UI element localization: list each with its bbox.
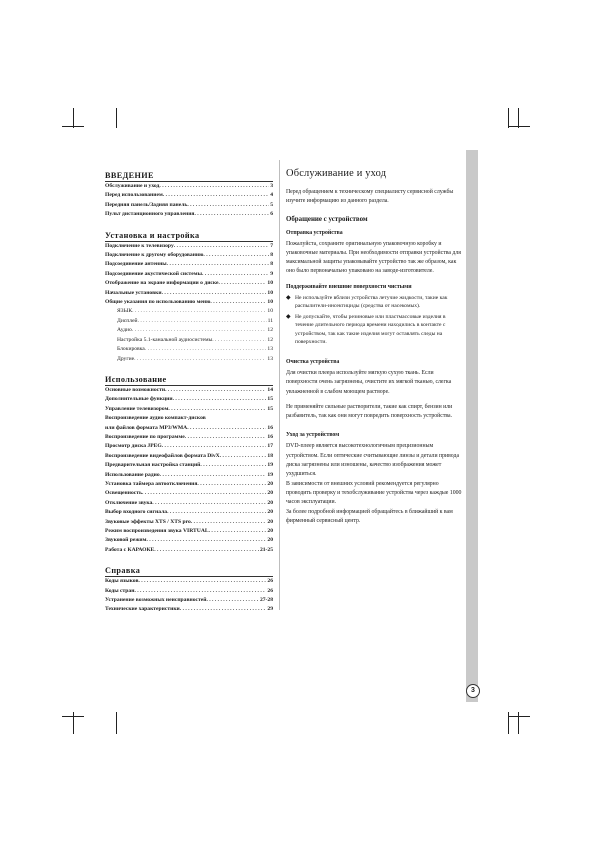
crop-mark-top-right-h	[508, 126, 530, 127]
toc-entry-label: Звуковой режим	[105, 537, 147, 544]
toc-entry-page: 20	[267, 518, 273, 525]
toc-entry[interactable]	[105, 480, 273, 489]
toc-entry-label: Дисплей	[117, 317, 138, 324]
toc-section	[105, 170, 273, 220]
toc-leader-dots	[187, 424, 266, 433]
toc-leader-dots	[202, 270, 269, 279]
toc-entry[interactable]	[105, 405, 273, 414]
toc-entry-page: 6	[270, 211, 273, 218]
toc-entry[interactable]	[105, 414, 273, 423]
toc-entry-page: 10	[267, 308, 273, 315]
toc-section	[105, 565, 273, 615]
toc-entry[interactable]	[105, 424, 273, 433]
toc-entry[interactable]	[105, 452, 273, 461]
toc-entry[interactable]	[105, 298, 273, 307]
toc-entry-label: Коды стран	[105, 587, 135, 594]
toc-section-title: Использование	[105, 374, 273, 386]
page-title: Обслуживание и уход	[286, 168, 387, 179]
toc-entry[interactable]	[105, 355, 273, 364]
toc-entry-page: 20	[267, 499, 273, 506]
toc-entry[interactable]	[105, 461, 273, 470]
toc-entry-page: 7	[270, 242, 273, 249]
toc-entry-label: Воспроизведение аудио компакт-дисков	[105, 415, 206, 422]
toc-entry[interactable]	[105, 317, 273, 326]
toc-entry-page: 26	[267, 587, 273, 594]
toc-entry-page: 21-25	[259, 546, 273, 553]
toc-entry-label: Пульт дистанционного управления	[105, 211, 195, 218]
toc-leader-dots	[165, 386, 266, 395]
toc-entry-page: 8	[270, 252, 273, 259]
table-of-contents	[105, 170, 273, 625]
toc-entry-label: Установка таймера автоотключения	[105, 480, 198, 487]
toc-entry[interactable]	[105, 242, 273, 251]
crop-mark-bottom-right-h	[508, 716, 530, 717]
toc-leader-dots	[187, 201, 269, 210]
toc-entry-label: Передняя панель/Задняя панель	[105, 201, 188, 208]
crop-mark-bottom-right2	[508, 712, 509, 734]
toc-entry-label: Другие	[117, 355, 135, 362]
toc-entry-page: 10	[267, 280, 273, 287]
toc-entry-page: 4	[270, 192, 273, 199]
toc-entry-page: 20	[267, 509, 273, 516]
toc-entry-label: Работа с КАРАОКЕ	[105, 546, 155, 553]
toc-entry-page: 18	[267, 452, 273, 459]
bullet-icon: ◆	[286, 294, 291, 301]
toc-entry-label: Технические характеристики	[105, 606, 180, 613]
toc-entry-label: Дополнительные функции	[105, 396, 173, 403]
toc-leader-dots	[163, 191, 269, 200]
toc-leader-dots	[138, 317, 267, 326]
toc-entry[interactable]	[105, 326, 273, 335]
toc-entry-label: Перед использованием	[105, 192, 163, 199]
toc-leader-dots	[218, 279, 266, 288]
toc-entry-page: 29	[267, 606, 273, 613]
toc-leader-dots	[167, 260, 270, 269]
toc-entry[interactable]	[105, 251, 273, 260]
crop-mark-top-left-h	[62, 126, 84, 127]
bullet-item	[286, 313, 462, 346]
toc-entry-label: Коды языков	[105, 578, 139, 585]
toc-entry[interactable]	[105, 182, 273, 191]
toc-entry[interactable]	[105, 307, 273, 316]
toc-section-title: ВВЕДЕНИЕ	[105, 170, 273, 182]
toc-entry[interactable]	[105, 210, 273, 219]
toc-leader-dots	[220, 452, 267, 461]
crop-mark-top-right2	[508, 108, 509, 128]
bullet-text: Не используйте вблизи устройства летучие жидкости, такие как распылители-инсектициды (средства от насекомых).	[295, 294, 448, 309]
toc-leader-dots	[167, 508, 266, 517]
toc-entry-label: Начальные установки	[105, 289, 162, 296]
toc-leader-dots	[197, 480, 266, 489]
toc-entry-page: 20	[267, 480, 273, 487]
toc-leader-dots	[162, 442, 267, 451]
toc-entry[interactable]	[105, 489, 273, 498]
handling-heading: Обращение с устройством	[286, 215, 368, 223]
toc-entry-page: 9	[270, 270, 273, 277]
side-tab-band	[466, 150, 478, 702]
toc-leader-dots	[142, 489, 266, 498]
toc-entry-page: 15	[267, 396, 273, 403]
toc-leader-dots	[160, 471, 267, 480]
care-paragraph-2: В зависимости от внешних условий рекомендуется регулярно проводить проверку и техобслуживание устройства через каждые 1000 часов эксплуатации.	[286, 480, 462, 506]
toc-entry-page: 19	[267, 471, 273, 478]
toc-entry-page: 14	[267, 386, 273, 393]
toc-entry-label: Отображение на экране информации о диске	[105, 280, 219, 287]
toc-leader-dots	[209, 527, 267, 536]
toc-leader-dots	[132, 326, 267, 335]
toc-entry[interactable]	[105, 536, 273, 545]
toc-entry-page: 5	[270, 201, 273, 208]
toc-entry-label: Режим воспроизведения звука VIRTUAL	[105, 528, 209, 534]
page-number: 3	[466, 684, 480, 698]
toc-entry[interactable]	[105, 201, 273, 210]
crop-mark-top-center	[116, 108, 117, 128]
toc-leader-dots	[132, 307, 266, 316]
bullet-item	[286, 294, 462, 310]
toc-leader-dots	[206, 596, 258, 605]
toc-entry[interactable]	[105, 433, 273, 442]
toc-leader-dots	[174, 242, 269, 251]
toc-leader-dots	[191, 518, 267, 527]
toc-leader-dots	[145, 345, 267, 354]
care-paragraph-1: DVD-плеер является высокотехнологичным прецизионным устройством. Если оптические считывающие линзы и детали привода диска загрязнены или изношены, качество изображения может ухудшиться.	[286, 443, 460, 478]
bullet-text: Не допускайте, чтобы резиновые или пластмассовые изделия в течение длительного периода времени находились в контакте с устройством, так как такие изделия могут оставлять следы на поверхности.	[295, 314, 446, 345]
toc-entry-label: Воспроизведение по программе	[105, 433, 185, 440]
toc-entry-page: 20	[267, 528, 273, 534]
main-column	[286, 168, 462, 532]
toc-entry-page: 12	[267, 336, 273, 343]
toc-leader-dots	[162, 289, 267, 298]
toc-section-title: Справка	[105, 565, 273, 577]
toc-entry-label: Подключение к другому оборудованию	[105, 252, 204, 259]
toc-entry[interactable]	[105, 471, 273, 480]
toc-entry-page: 13	[267, 355, 273, 362]
toc-entry-label: ЯЗЫК	[117, 308, 133, 315]
toc-leader-dots	[146, 536, 266, 545]
toc-entry-page: 19	[267, 462, 273, 469]
transport-heading: Отправка устройства	[286, 229, 343, 236]
crop-mark-bottom-left-h	[62, 716, 84, 717]
toc-leader-dots	[138, 577, 266, 586]
toc-entry-page: 3	[270, 183, 273, 189]
toc-entry-label: Использование радио	[105, 471, 160, 478]
toc-section	[105, 374, 273, 555]
toc-entry-label: Выбор входного сигнала	[105, 509, 168, 516]
toc-entry[interactable]	[105, 289, 273, 298]
toc-leader-dots	[173, 395, 267, 404]
toc-entry-page: 26	[267, 578, 273, 585]
toc-entry[interactable]	[105, 270, 273, 279]
cleaning-heading: Очистка устройства	[286, 359, 340, 365]
toc-entry-page: 20	[267, 490, 273, 497]
toc-leader-dots	[168, 405, 266, 414]
toc-entry-label: Основные возможности	[105, 386, 166, 393]
toc-entry[interactable]	[105, 587, 273, 596]
bullet-icon: ◆	[286, 314, 291, 321]
toc-entry[interactable]	[105, 386, 273, 395]
toc-entry-label: Отключение звука	[105, 499, 153, 506]
cleaning-paragraph-1: Для очистки плеера используйте мягкую сухую ткань. Если поверхности очень загрязнены, очистите их мягкой тканью, слегка увлажненной в слабом моющем растворе.	[286, 370, 452, 395]
toc-entry-page: 10	[267, 289, 273, 296]
toc-entry[interactable]	[105, 527, 273, 536]
toc-entry-label: Подсоединение акустической системы	[105, 270, 202, 277]
toc-entry[interactable]	[105, 395, 273, 404]
toc-entry[interactable]	[105, 345, 273, 354]
toc-entry[interactable]	[105, 499, 273, 508]
toc-entry-label: Блокировка	[117, 346, 145, 353]
toc-entry-page: 10	[267, 299, 273, 306]
toc-entry-page: 11	[267, 317, 273, 324]
toc-entry[interactable]	[105, 442, 273, 451]
toc-entry[interactable]	[105, 577, 273, 586]
toc-entry-page: 16	[267, 433, 273, 440]
toc-leader-dots	[200, 461, 266, 470]
toc-entry-label: Просмотр диска JPEG	[105, 443, 162, 450]
toc-section-title: Установка и настройка	[105, 230, 273, 242]
toc-entry-label: Настройка 5.1-канальной аудиосистемы	[117, 336, 213, 343]
toc-entry-label: Предварительная настройка станций	[105, 462, 201, 469]
toc-entry-label: Освещенность	[105, 490, 142, 497]
toc-section	[105, 230, 273, 364]
toc-leader-dots	[152, 499, 266, 508]
care-heading: Уход за устройством	[286, 432, 340, 439]
toc-leader-dots	[203, 251, 269, 260]
toc-leader-dots	[154, 546, 259, 555]
toc-entry-page: 12	[267, 327, 273, 334]
crop-mark-top-left-v	[73, 108, 74, 128]
toc-leader-dots	[194, 210, 269, 219]
toc-entry-label: Общие указания по использованию меню	[105, 299, 211, 306]
toc-leader-dots	[134, 587, 266, 596]
toc-leader-dots	[159, 182, 269, 191]
toc-entry[interactable]	[105, 546, 273, 555]
toc-entry-page: 13	[267, 346, 273, 353]
toc-entry-label: Обслуживание и уход	[105, 183, 160, 189]
toc-leader-dots	[212, 336, 266, 345]
intro-paragraph: Перед обращением к техническому специалисту сервисной службы изучите информацию из данного раздела.	[286, 189, 454, 205]
toc-entry[interactable]	[105, 596, 273, 605]
toc-entry-label: или файлов формата MP3/WMA	[105, 424, 188, 431]
care-paragraph-3: За более подробной информацией обращайтесь в ближайший к вам фирменный сервисный центр.	[286, 508, 453, 524]
toc-entry[interactable]	[105, 191, 273, 200]
toc-entry-label: Устранение возможных неисправностей	[105, 597, 207, 604]
toc-entry[interactable]	[105, 605, 273, 614]
toc-entry-page: 17	[267, 443, 273, 450]
toc-entry-label: Подключение к телевизору	[105, 242, 174, 249]
toc-entry-label: Управление телевизором	[105, 405, 169, 412]
toc-entry[interactable]	[105, 508, 273, 517]
surfaces-heading: Поддерживайте внешние поверхности чистыми	[286, 283, 412, 290]
toc-leader-dots	[185, 433, 267, 442]
toc-entry-label: Воспроизведение видеофайлов формата DivX	[105, 452, 220, 459]
toc-entry[interactable]	[105, 336, 273, 345]
toc-entry-page: 27-28	[259, 597, 273, 604]
toc-leader-dots	[210, 298, 266, 307]
transport-paragraph: Пожалуйста, сохраните оригинальную упаковочную коробку и упаковочные материалы. При необходимости отправки устройства для максимальной защиты упаковывайте устройство так же образом, как оно было первоначально упаковано на заводе-изготовителе.	[286, 240, 461, 275]
toc-entry-page: 8	[270, 261, 273, 268]
toc-entry-page: 15	[267, 405, 273, 412]
toc-entry-label: Аудио	[117, 327, 132, 334]
toc-entry[interactable]	[105, 260, 273, 269]
toc-entry[interactable]	[105, 518, 273, 527]
cleaning-paragraph-2: Не применяйте сильные растворители, такие как спирт, бензин или разбавитель, так как они могут повредить поверхность устройства.	[286, 403, 453, 420]
crop-mark-top-right-v	[518, 108, 519, 128]
column-divider	[279, 160, 280, 610]
toc-entry[interactable]	[105, 279, 273, 288]
toc-entry-label: Подсоединение антенны	[105, 261, 167, 268]
toc-leader-dots	[134, 355, 266, 364]
toc-entry-label: Звуковые эффекты XTS / XTS pro	[105, 518, 191, 525]
toc-leader-dots	[180, 605, 267, 614]
crop-mark-bottom-center	[116, 712, 117, 734]
toc-entry-page: 20	[267, 537, 273, 544]
toc-entry-page: 16	[267, 424, 273, 431]
